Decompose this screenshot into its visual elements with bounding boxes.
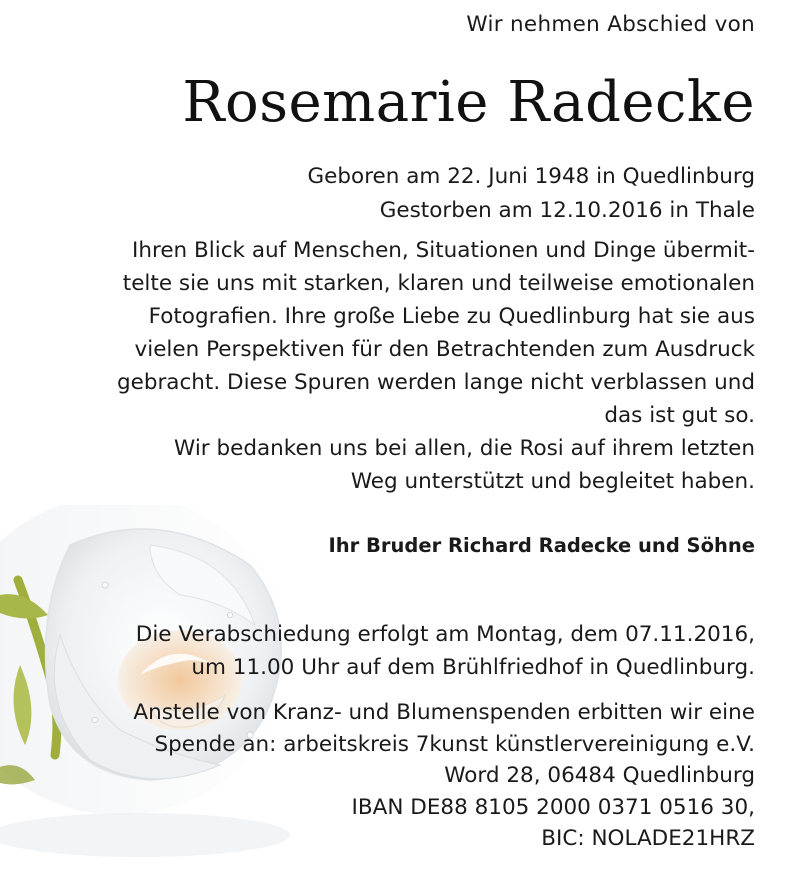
donation-iban: IBAN DE88 8105 2000 0371 0516 30, <box>351 794 755 820</box>
tribute-line: gebracht. Diese Spuren werden lange nicht verblassen und <box>116 370 755 395</box>
tribute-line: Wir bedanken uns bei allen, die Rosi auf ihrem letzten <box>174 436 755 461</box>
donation-info <box>133 697 755 855</box>
farewell-intro: Wir nehmen Abschied von <box>466 12 755 37</box>
mourners-signature: Ihr Bruder Richard Radecke und Söhne <box>328 534 755 557</box>
death-date: Gestorben am 12.10.2016 in Thale <box>379 198 755 223</box>
donation-address: Word 28, 06484 Quedlinburg <box>444 763 755 788</box>
birth-date: Geboren am 22. Juni 1948 in Quedlinburg <box>307 164 755 189</box>
tribute-text <box>117 234 755 498</box>
deceased-name: Rosemarie Radecke <box>182 70 755 135</box>
ceremony-line: um 11.00 Uhr auf dem Brühlfriedhof in Quedlinburg. <box>191 655 755 680</box>
donation-line: Anstelle von Kranz- und Blumenspenden erbitten wir eine <box>133 700 755 725</box>
tribute-line: telte sie uns mit starken, klaren und teilweise emotionalen <box>122 271 755 296</box>
donation-bic: BIC: NOLADE21HRZ <box>541 826 755 851</box>
tribute-line: Fotografien. Ihre große Liebe zu Quedlinburg hat sie aus <box>148 304 755 329</box>
ceremony-line: Die Verabschiedung erfolgt am Montag, dem 07.11.2016, <box>135 622 755 647</box>
tribute-line: Ihren Blick auf Menschen, Situationen und Dinge übermit- <box>132 238 755 263</box>
life-dates <box>308 160 756 228</box>
ceremony-info <box>136 618 755 684</box>
donation-line: Spende an: arbeitskreis 7kunst künstlervereinigung e.V. <box>154 731 755 757</box>
tribute-line: das ist gut so. <box>604 403 755 428</box>
tribute-line: vielen Perspektiven für den Betrachtenden zum Ausdruck <box>134 337 755 362</box>
tribute-line: Weg unterstützt und begleitet haben. <box>350 469 755 494</box>
